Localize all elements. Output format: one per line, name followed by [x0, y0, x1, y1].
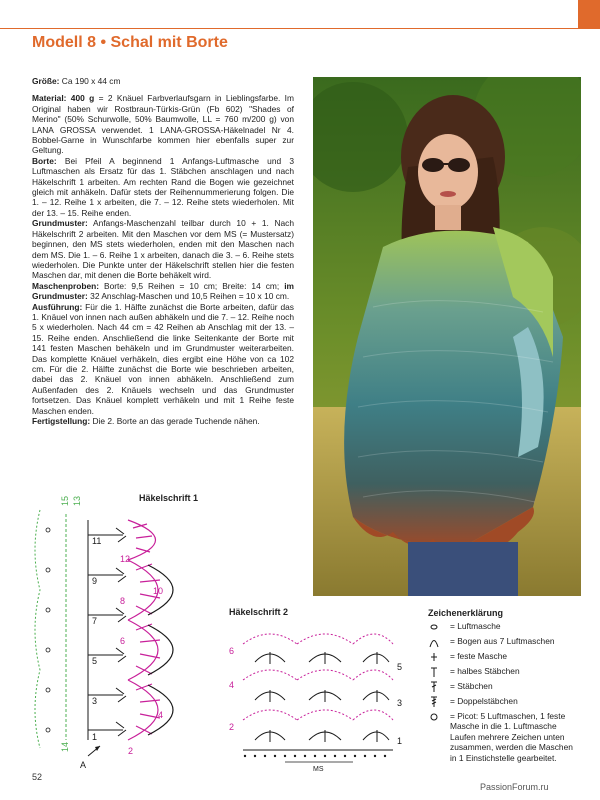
paragraph-maschenproben — [32, 281, 294, 302]
diagram1-number-13: 13 — [72, 495, 82, 506]
legend-item — [428, 681, 578, 693]
single-crochet-icon — [428, 651, 446, 663]
text-grundmuster: Anfangs-Maschenzahl teilbar durch 10 + 1. Nach Häkelschrift 2 arbeiten. Mit den Maschen vor dem MS (= Mustersatz) beginnen, den MS stets wiederholen, enden mit den Maschen nach dem MS. Die 1. – 6. Reihe 1 x arbeiten, danach die 3. – 6. Reihe stets wiederholen. Die Punkte unter der Häkelschrift stellen hier die festen Maschen dar, mit denen die Borte behäkelt wird. — [32, 218, 294, 281]
model-photo — [313, 77, 581, 596]
label-material: Material: 400 g — [32, 93, 95, 104]
legend-item — [428, 666, 578, 678]
double-crochet-icon — [428, 681, 446, 693]
diagram2-row-1: 1 — [397, 736, 403, 746]
paragraph-material — [32, 93, 294, 155]
diagram1-row-2: 2 — [128, 746, 134, 756]
half-double-crochet-icon — [428, 666, 446, 678]
paragraph-fertigstellung — [32, 416, 294, 426]
label-im-grundmuster: im Grundmuster: — [32, 280, 294, 302]
diagram1-row-7: 7 — [92, 616, 98, 626]
diagram1-row-4: 4 — [158, 710, 164, 720]
legend-item-label: = Bogen aus 7 Luftmaschen — [450, 635, 555, 646]
diagram2-row-2: 2 — [229, 722, 235, 732]
legend-item-label: = Stäbchen — [450, 680, 493, 691]
legend-item — [428, 621, 578, 633]
text-material: = 2 Knäuel Farbverlaufsgarn in Lieblingsfarbe. Im Original haben wir Rostbraun-Türkis-Grün (Fb 602) "Shades of Merino" (50% Schurwolle, 50% Baumwolle, LL = 760 m/200 g) von LANA GROSSA verwendet. 1 LANA-GROSSA-Häkelnadel Nr 4. Bobbel-Garne in Wunschfarbe kommen hier ebenfalls super zur Geltung. — [32, 93, 294, 156]
diagram1-chart — [28, 490, 213, 770]
legend-item-label: = Doppelstäbchen — [450, 695, 518, 706]
diagram1-row-8: 8 — [120, 596, 126, 606]
diagram1-arrow-label: A — [80, 760, 87, 770]
text-groesse: Ca 190 x 44 cm — [59, 76, 121, 86]
label-maschenproben: Maschenproben: — [32, 280, 100, 291]
diagram2-row-4: 4 — [229, 680, 235, 690]
diagram2-row-3: 3 — [397, 698, 403, 708]
diagram2-title: Häkelschrift 2 — [229, 607, 289, 617]
text-ausfuehrung: Für die 1. Hälfte zunächst die Borte arbeiten, dafür das 1. Knäuel von innen nach außen abhäkeln und die 7. – 12. Reihe noch 5 x wiederholen. Nach 44 cm = 42 Reihen ab Anschlag mit der 13. – 15. Reihe enden. Anschließend die linke Seitenkante der Borte mit 141 festen Maschen behäkeln und im Grundmuster weiterarbeiten. Das komplette Knäuel verhäkeln, dies ergibt eine Höhe von ca 102 cm. Für die 2. Hälfte zunächst die Borte wie beschrieben arbeiten, dabei das 2. Knäuel von innen abhäkeln. Anschließend zum Außenfaden des 2. Knäuels wechseln und das Grundmuster fortsetzen. Das Knäuel komplett verhäkeln und mit 1 Reihe feste Maschen enden. — [32, 301, 294, 416]
legend-item-label: = Luftmasche — [450, 620, 501, 631]
diagram1-row-9: 9 — [92, 576, 98, 586]
text-borte: Bei Pfeil A beginnend 1 Anfangs-Luftmasche und 3 Luftmaschen als Ersatz für das 1. Stäbchen anschlagen und nach Häkelschrift 1 arbeiten. Am rechten Rand die Bogen wie gezeichnet gleich mit anhäkeln. Dafür stets der Reihennummerierung folgen. Die 1. – 12. Reihe 1 x arbeiten, die 7. – 12. Reihe stets wiederholen. Mit der 13. – 15. Reihe enden. — [32, 155, 294, 218]
paragraph-groesse — [32, 76, 294, 86]
diagram1-row-5: 5 — [92, 656, 98, 666]
corner-accent-block — [578, 0, 600, 28]
scarf-photo-illustration — [313, 77, 581, 596]
diagram2-chart — [225, 622, 410, 772]
diagram1-row-11: 11 — [92, 536, 102, 546]
diagram2-row-5: 5 — [397, 662, 403, 672]
diagram2-ms-label: MS — [313, 766, 324, 772]
label-fertigstellung: Fertigstellung: — [32, 416, 91, 426]
diagram1-number-15: 15 — [60, 495, 70, 506]
instructions-text — [32, 76, 294, 426]
text-fertigstellung: Die 2. Borte an das gerade Tuchende nähen. — [90, 416, 260, 426]
legend-item-label: = feste Masche — [450, 650, 508, 661]
label-ausfuehrung: Ausführung: — [32, 301, 83, 312]
chain-arch-icon — [428, 636, 446, 648]
paragraph-grundmuster — [32, 218, 294, 280]
diagram1-number-14: 14 — [60, 741, 70, 752]
paragraph-borte — [32, 156, 294, 218]
page-title: Modell 8 • Schal mit Borte — [32, 34, 228, 51]
label-groesse: Größe: — [32, 76, 60, 86]
diagram1-row-1: 1 — [92, 732, 98, 742]
legend-item — [428, 636, 578, 648]
label-grundmuster: Grundmuster: — [32, 218, 88, 229]
legend-item-label: = Picot: 5 Luftmaschen, 1 feste Masche in die 1. Luftmasche Laufen mehrere Zeichen unten zusammen, werden die Maschen in 1 Einstichstelle gearbeitet. — [450, 710, 573, 763]
diagram1-row-12: 12 — [120, 554, 131, 564]
legend-item — [428, 696, 578, 708]
legend-item — [428, 651, 578, 663]
legend-title: Zeichenerklärung — [428, 608, 504, 618]
diagram1-row-10: 10 — [153, 586, 164, 596]
paragraph-ausfuehrung — [32, 302, 294, 416]
label-borte: Borte: — [32, 155, 57, 166]
watermark: PassionForum.ru — [480, 782, 549, 792]
text-im-grundmuster: 32 Anschlag-Maschen und 10,5 Reihen = 10 x 10 cm. — [87, 291, 290, 302]
diagram1-row-6: 6 — [120, 636, 126, 646]
chain-stitch-icon — [428, 621, 446, 633]
legend-item-label: = halbes Stäbchen — [450, 665, 520, 676]
treble-crochet-icon — [428, 696, 446, 708]
legend — [428, 608, 578, 767]
text-maschenproben: Borte: 9,5 Reihen = 10 cm; Breite: 14 cm; — [99, 280, 280, 291]
legend-item — [428, 711, 578, 764]
diagram1-title: Häkelschrift 1 — [139, 493, 199, 503]
page-number: 52 — [32, 772, 43, 782]
header-rule — [0, 28, 600, 29]
picot-icon — [428, 711, 446, 723]
diagram2-row-6: 6 — [229, 646, 235, 656]
diagram1-row-3: 3 — [92, 696, 98, 706]
